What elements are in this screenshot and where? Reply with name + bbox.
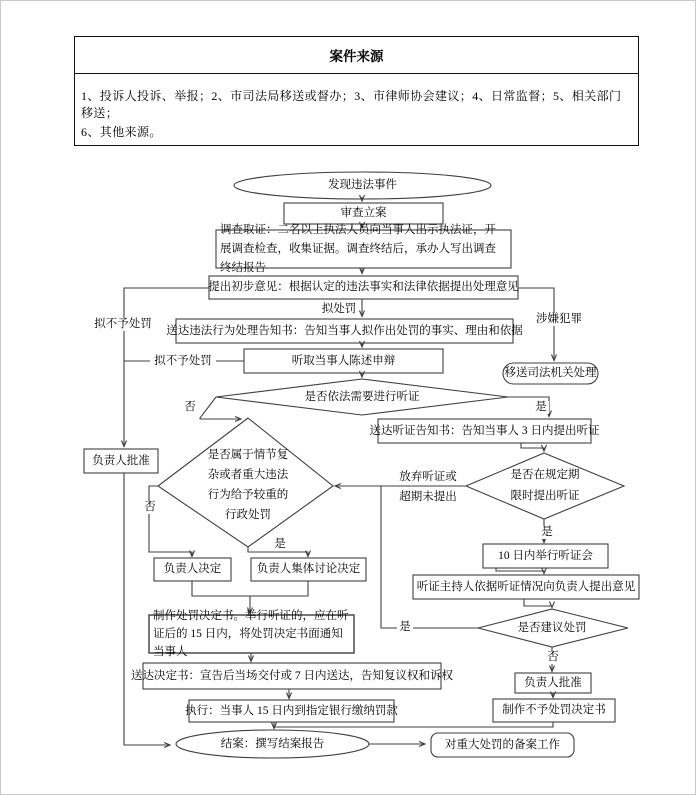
connector-d1no-seriouscase	[200, 397, 241, 419]
roundbox-record-work-label: 对重大处罚的备案工作	[445, 738, 560, 751]
oval-discover-event-label: 发现违法事件	[328, 179, 397, 192]
label-propose-penalty: 拟处罚	[321, 303, 357, 315]
box-collective-decide-label: 负责人集体讨论决定	[256, 563, 361, 576]
label-d4-yes: 是	[539, 526, 555, 539]
connector-nopenaltydoc-close	[274, 722, 553, 727]
connector-holdhearing-host	[496, 568, 544, 574]
label-waive-hearing-line1: 放弃听证或	[399, 471, 457, 483]
box-execute-label: 执行：当事人 15 日内到指定银行缴纳罚款	[185, 704, 398, 717]
diamond-need-hearing-label: 是否依法需要进行听证	[304, 390, 420, 403]
box-hold-hearing-label: 10 日内举行听证会	[498, 549, 593, 562]
label-d1-yes: 是	[533, 401, 549, 414]
box-deliver-decision-label: 送达决定书：宣告后当场交付或 7 日内送达，告知复议权和诉权	[131, 669, 453, 682]
diamond-serious-case-label: 是否属于情节复杂或者重大违法行为给予较重的行政处罚	[207, 449, 289, 521]
label-d1-no: 否	[182, 401, 198, 414]
label-d2-yes: 是	[272, 538, 288, 551]
box-penalty-doc-label: 制作处罚决定书。举行听证的，应在听证后的 15 日内，将处罚决定书面通知当事人	[153, 610, 349, 658]
box-investigate-evidence-label: 调查取证：二名以上执法人员向当事人出示执法证，开展调查检查，收集证据。调查终结后，承办人写出调查终结报告	[220, 223, 496, 274]
case-source-line2: 6、其他来源。	[81, 125, 162, 139]
case-source-line1: 1、投诉人投诉、举报；2、市司法局移送或督办；3、市律师协会建议；4、日常监督；5、相关部门移送；	[81, 89, 622, 120]
connector-decide-merge	[192, 581, 308, 596]
box-approve-left-label: 负责人批准	[92, 454, 150, 467]
connector-host-suggest	[524, 599, 552, 608]
label-propose-no-penalty-2: 拟不予处罚	[150, 355, 216, 368]
oval-close-case-label: 结案：撰写结案报告	[220, 737, 325, 750]
box-review-filing-label: 审查立案	[340, 207, 387, 220]
label-waive-hearing-line2: 超期未提出	[399, 491, 457, 503]
stadium-transfer-judicial-label: 移送司法机关处理	[504, 367, 597, 380]
box-approve-right-label: 负责人批准	[524, 676, 582, 689]
diamond-suggest-penalty-label: 是否建议处罚	[517, 622, 587, 635]
connector-hearingnotice-withintime	[521, 443, 544, 451]
box-leader-decide-label: 负责人决定	[163, 563, 222, 576]
case-source-title: 案件来源	[75, 37, 638, 74]
label-d3-no: 否	[545, 651, 561, 664]
box-no-penalty-doc-label: 制作不予处罚决定书	[502, 704, 606, 717]
case-source-table	[74, 36, 639, 146]
label-propose-no-penalty-1: 拟不予处罚	[90, 318, 156, 331]
box-listen-statement-label: 听取当事人陈述申辩	[291, 354, 396, 367]
connector-d3yes-junction	[381, 486, 478, 628]
diamond-within-time-label: 是否在规定期限时提出听证	[510, 469, 580, 502]
label-d3-yes: 是	[397, 621, 413, 634]
box-hearing-notice-label: 送达听证告知书：告知当事人 3 日内提出听证	[369, 424, 600, 437]
label-d2-no: 否	[142, 501, 158, 514]
label-suspected-crime: 涉嫌犯罪	[532, 313, 586, 326]
box-preliminary-opinion-label: 提出初步意见：根据认定的违法事实和法律依据提出处理意见	[208, 281, 519, 294]
box-host-opinion-label: 听证主持人依据听证情况向负责人提出意见	[416, 580, 636, 593]
box-violation-notice-label: 送达违法行为处理告知书：告知当事人拟作出处罚的事实、理由和依据	[166, 324, 523, 337]
